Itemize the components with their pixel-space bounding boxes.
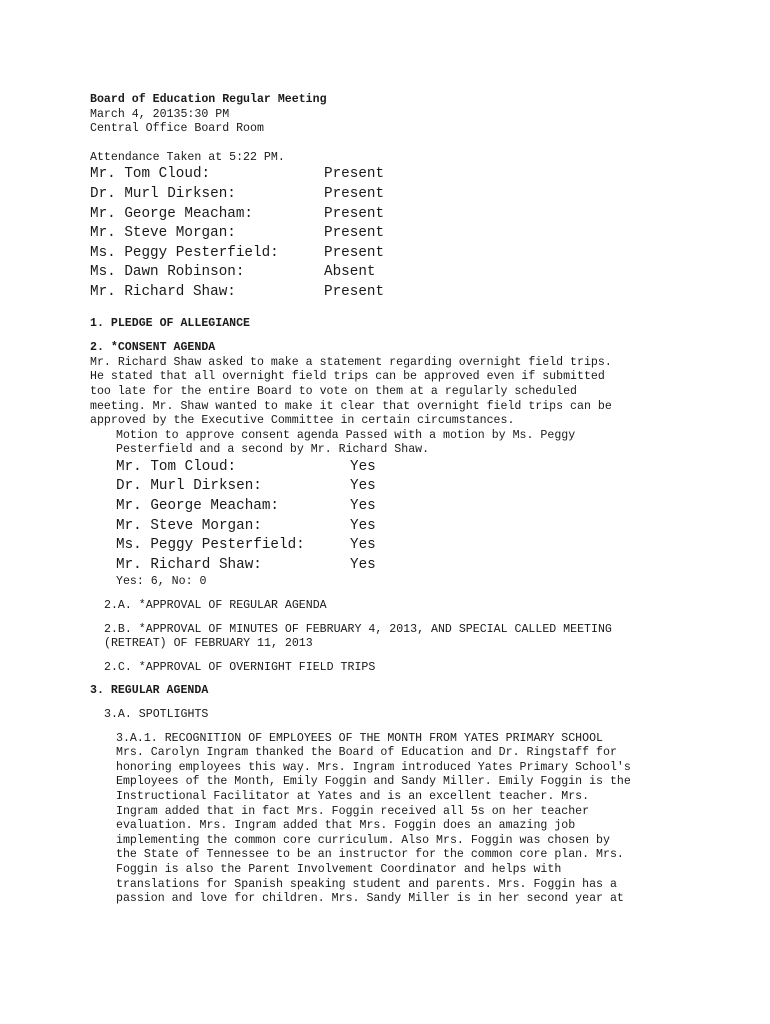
consent-paragraph-line: He stated that all overnight field trips can be approved even if submitted	[90, 370, 605, 384]
recognition-line: evaluation. Mrs. Ingram added that Mrs. Foggin does an amazing job	[116, 819, 576, 833]
attendance-row	[90, 165, 690, 185]
member-name: Mr. Steve Morgan:	[90, 225, 236, 242]
member-status: Present	[324, 283, 385, 300]
attendance-row	[90, 185, 690, 205]
member-name: Mr. Tom Cloud:	[90, 166, 211, 183]
attendance-row	[90, 263, 690, 283]
consent-paragraph-line: Mr. Richard Shaw asked to make a statement regarding overnight field trips.	[90, 355, 612, 369]
vote-row	[116, 556, 690, 576]
spacer	[104, 652, 690, 661]
consent-item-2b: 2.B. *APPROVAL OF MINUTES OF FEBRUARY 4, 2013, AND SPECIAL CALLED MEETING	[104, 622, 612, 636]
regular-agenda-section	[90, 684, 690, 906]
spacer	[90, 699, 690, 708]
spacer	[90, 303, 690, 317]
vote-tally: Yes: 6, No: 0	[116, 575, 207, 589]
motion-line: Pesterfield and a second by Mr. Richard Shaw.	[116, 443, 430, 457]
consent-paragraph-line: too late for the entire Board to vote on them at a regularly scheduled	[90, 384, 578, 398]
meeting-location: Central Office Board Room	[90, 122, 264, 136]
spacer	[90, 675, 690, 684]
consent-paragraph-line: meeting. Mr. Shaw wanted to make it clear that overnight field trips can be	[90, 399, 612, 413]
consent-items	[90, 590, 690, 675]
member-name: Ms. Dawn Robinson:	[90, 264, 245, 281]
vote-row	[116, 536, 690, 556]
member-name: Dr. Murl Dirksen:	[90, 185, 236, 202]
recognition-line: 3.A.1. RECOGNITION OF EMPLOYEES OF THE MONTH FROM YATES PRIMARY SCHOOL	[116, 731, 604, 745]
vote-value: Yes	[350, 537, 376, 554]
meeting-header	[90, 93, 690, 137]
member-status: Present	[324, 185, 385, 202]
voter-name: Mr. George Meacham:	[116, 498, 280, 515]
vote-row	[116, 477, 690, 497]
consent-heading: 2. *CONSENT AGENDA	[90, 341, 216, 355]
member-status: Present	[324, 205, 385, 222]
attendance-taken: Attendance Taken at 5:22 PM.	[90, 150, 285, 164]
vote-row	[116, 497, 690, 517]
vote-value: Yes	[350, 498, 376, 515]
recognition-block	[90, 732, 690, 907]
member-status: Absent	[324, 264, 376, 281]
recognition-line: the State of Tennessee to be an instructor for the common core plan. Mrs.	[116, 848, 624, 862]
member-status: Present	[324, 166, 385, 183]
spacer	[90, 137, 690, 151]
recognition-line: translations for Spanish speaking student and parents. Mrs. Foggin has a	[116, 877, 617, 891]
vote-value: Yes	[350, 458, 376, 475]
recognition-line: Mrs. Carolyn Ingram thanked the Board of Education and Dr. Ringstaff for	[116, 746, 617, 760]
attendance-row	[90, 283, 690, 303]
recognition-line: Instructional Facilitator at Yates and is an excellent teacher. Mrs.	[116, 789, 590, 803]
document-page	[90, 93, 690, 907]
spacer	[104, 614, 690, 623]
meeting-title: Board of Education Regular Meeting	[90, 93, 327, 106]
voter-name: Mr. Richard Shaw:	[116, 556, 262, 573]
recognition-line: Employees of the Month, Emily Foggin and Sandy Miller. Emily Foggin is the	[116, 775, 631, 789]
attendance-row	[90, 244, 690, 264]
member-name: Mr. Richard Shaw:	[90, 283, 236, 300]
consent-item-2c: 2.C. *APPROVAL OF OVERNIGHT FIELD TRIPS	[104, 660, 376, 674]
meeting-datetime: March 4, 20135:30 PM	[90, 107, 230, 121]
attendance-section	[90, 151, 690, 303]
recognition-line: passion and love for children. Mrs. Sandy Miller is in her second year at	[116, 892, 624, 906]
recognition-line: implementing the common core curriculum. Also Mrs. Foggin was chosen by	[116, 833, 610, 847]
vote-value: Yes	[350, 556, 376, 573]
consent-motion	[90, 429, 690, 590]
voter-name: Mr. Tom Cloud:	[116, 458, 237, 475]
spacer	[104, 590, 690, 599]
regular-agenda-heading: 3. REGULAR AGENDA	[90, 684, 209, 698]
pledge-heading: 1. PLEDGE OF ALLEGIANCE	[90, 316, 251, 330]
voter-name: Mr. Steve Morgan:	[116, 517, 262, 534]
consent-item-2b-cont: (RETREAT) OF FEBRUARY 11, 2013	[104, 637, 313, 651]
attendance-row	[90, 224, 690, 244]
voter-name: Ms. Peggy Pesterfield:	[116, 537, 305, 554]
vote-value: Yes	[350, 478, 376, 495]
member-status: Present	[324, 225, 385, 242]
member-status: Present	[324, 244, 385, 261]
spotlights-heading: 3.A. SPOTLIGHTS	[104, 708, 209, 721]
consent-agenda-section	[90, 341, 690, 675]
spacer	[90, 331, 690, 341]
voter-name: Dr. Murl Dirksen:	[116, 478, 262, 495]
vote-value: Yes	[350, 517, 376, 534]
vote-row	[116, 458, 690, 478]
member-name: Ms. Peggy Pesterfield:	[90, 244, 279, 261]
recognition-line: Ingram added that in fact Mrs. Foggin received all 5s on her teacher	[116, 804, 590, 818]
vote-row	[116, 517, 690, 537]
consent-item-2a: 2.A. *APPROVAL OF REGULAR AGENDA	[104, 599, 327, 613]
motion-line: Motion to approve consent agenda Passed with a motion by Ms. Peggy	[116, 428, 576, 442]
spacer	[90, 723, 690, 732]
member-name: Mr. George Meacham:	[90, 205, 254, 222]
attendance-row	[90, 205, 690, 225]
recognition-line: honoring employees this way. Mrs. Ingram introduced Yates Primary School's	[116, 760, 631, 774]
consent-paragraph-line: approved by the Executive Committee in certain circumstances.	[90, 414, 515, 428]
recognition-line: Foggin is also the Parent Involvement Coordinator and helps with	[116, 862, 562, 876]
